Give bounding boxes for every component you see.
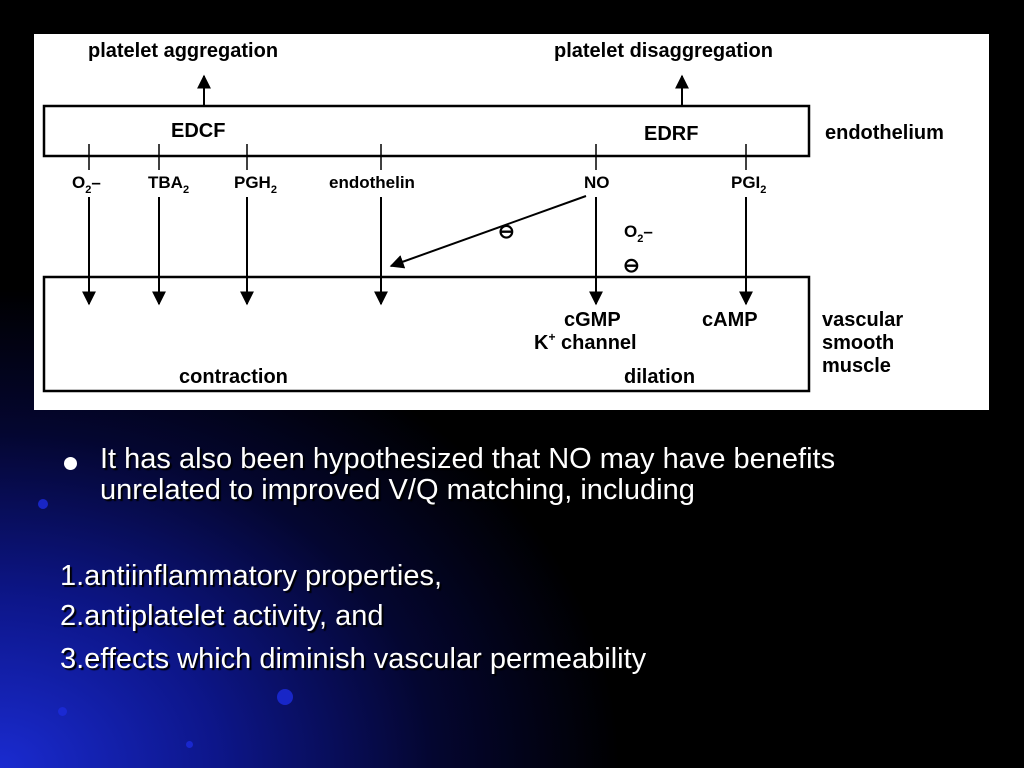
pgi2-label: $PGI_2$ xyxy=(731,173,767,196)
no-inhibits-endothelin-arrow xyxy=(391,196,586,266)
vascular-label: vascular xyxy=(822,309,904,331)
platelet-aggregation-label: platelet aggregation xyxy=(88,40,279,62)
decor-dot xyxy=(277,689,293,705)
contraction-label: contraction xyxy=(179,366,288,388)
inhibition-icon: ⊖ xyxy=(498,221,515,243)
tba2-label: $TBA_2$ xyxy=(148,173,190,196)
edcf-label: EDCF xyxy=(171,120,226,142)
endothelium-diagram xyxy=(34,34,989,410)
mediator-arrows xyxy=(89,197,746,304)
muscle-label: muscle xyxy=(822,355,891,377)
no-label: NO xyxy=(584,173,610,192)
endothelin-label: endothelin xyxy=(329,173,415,192)
cgmp-label: cGMP xyxy=(564,309,621,331)
endothelium-side-label: endothelium xyxy=(825,122,944,144)
pgh2-label: $PGH_2$ xyxy=(234,173,277,196)
decor-dot xyxy=(58,707,67,716)
dilation-label: dilation xyxy=(624,366,696,388)
bullet-dot-icon xyxy=(64,457,77,470)
camp-label: cAMP xyxy=(702,309,758,331)
bullet-text: It has also been hypothesized that NO may have benefits unrelated to improved V/Q matching, including xyxy=(100,443,836,506)
diagram-svg xyxy=(34,34,989,410)
decor-dot xyxy=(38,499,48,509)
decor-dot xyxy=(186,741,193,748)
k-channel-label: K+ channel xyxy=(534,330,637,354)
edrf-label: EDRF xyxy=(644,123,699,145)
inhibition-icon: ⊖ xyxy=(623,255,640,277)
platelet-disaggregation-label: platelet disaggregation xyxy=(554,40,773,62)
numbered-item-2: 2.antiplatelet activity, and xyxy=(60,600,384,632)
o2-minus-label: $O_2-$ xyxy=(72,173,101,196)
smooth-label: smooth xyxy=(822,332,895,354)
numbered-item-1: 1.antiinflammatory properties, xyxy=(60,560,442,592)
numbered-item-3: 3.effects which diminish vascular permeability xyxy=(60,643,647,675)
mid-o2-minus-label: $O_2-$ xyxy=(624,222,653,245)
